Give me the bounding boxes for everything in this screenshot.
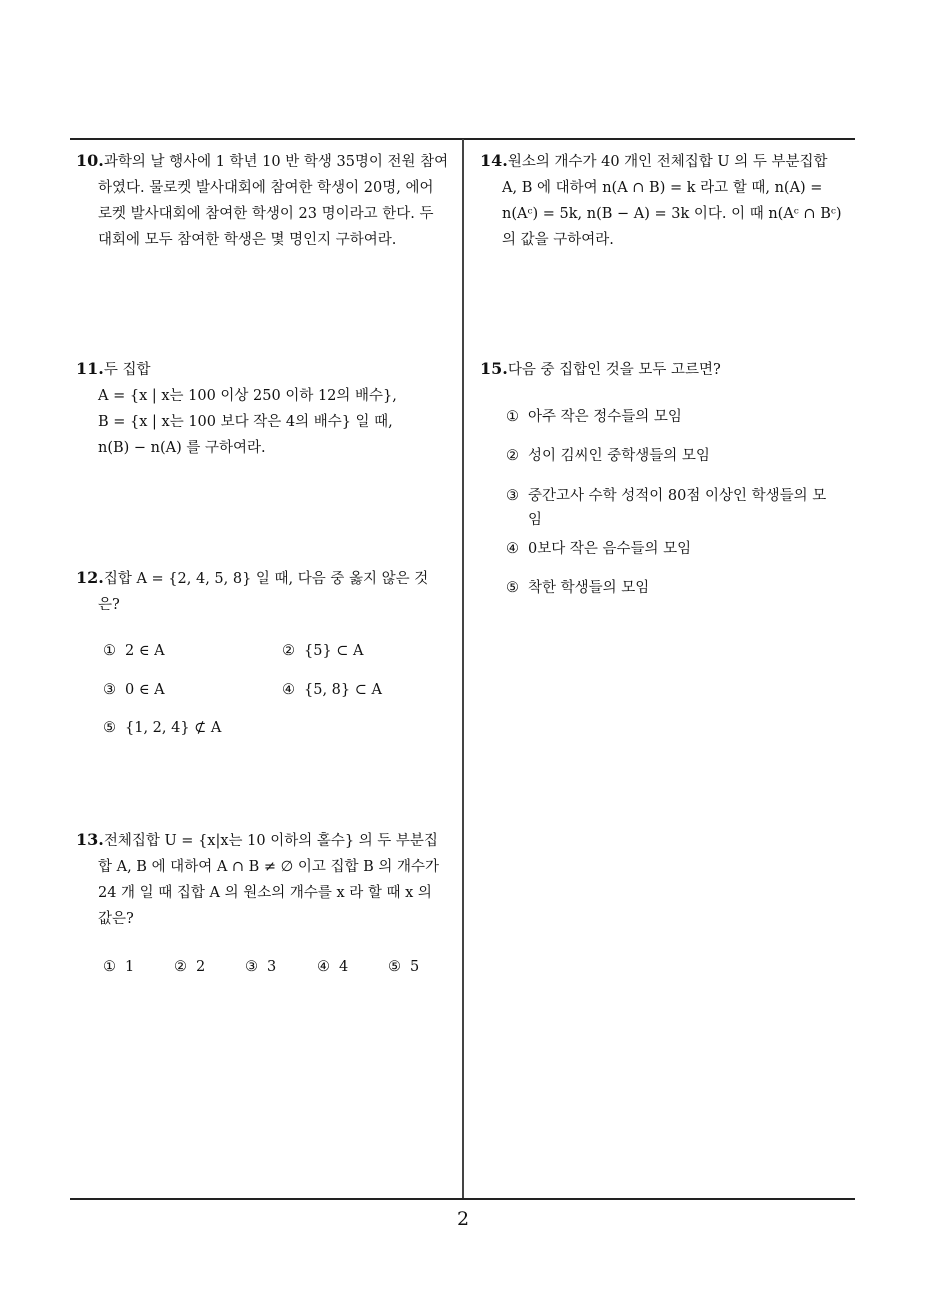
- column-divider: [462, 139, 464, 1199]
- choice-4[interactable]: [317, 956, 348, 978]
- choice-text: 착한 학생들의 모임: [528, 580, 650, 596]
- question-10: [76, 148, 448, 253]
- set-b-definition: B = {x | x는 100 보다 작은 4의 배수} 일 때,: [98, 414, 393, 430]
- choice-1[interactable]: [506, 406, 682, 428]
- choice-text-continued: 임: [528, 512, 543, 528]
- choice-text: 아주 작은 정수들의 모임: [528, 409, 682, 425]
- choice-text: 3: [267, 959, 277, 975]
- question-14: [480, 148, 842, 253]
- question-line: n(B) − n(A) 를 구하여라.: [98, 440, 266, 456]
- choice-text: 2 ∈ A: [125, 643, 165, 659]
- choice-mark: ③: [245, 959, 258, 975]
- question-line: 과학의 날 행사에 1 학년 10 반 학생 35명이 전원 참여: [103, 154, 449, 170]
- choice-mark: ④: [282, 682, 295, 698]
- question-line: 24 개 일 때 집합 A 의 원소의 개수를 x 라 할 때 x 의: [98, 885, 432, 901]
- set-a-definition: A = {x | x는 100 이상 250 이하 12의 배수},: [98, 388, 397, 404]
- choice-text: {1, 2, 4} ⊄ A: [125, 720, 222, 736]
- choice-3[interactable]: [103, 679, 165, 701]
- page-number: 2: [456, 1208, 470, 1230]
- choice-1[interactable]: [103, 956, 134, 978]
- question-line: 대회에 모두 참여한 학생은 몇 명인지 구하여라.: [98, 232, 397, 248]
- question-title: 다음 중 집합인 것을 모두 고르면?: [507, 362, 721, 378]
- choice-2[interactable]: [506, 445, 710, 467]
- choice-text: {5, 8} ⊂ A: [304, 682, 382, 698]
- question-line: 원소의 개수가 40 개인 전체집합 U 의 두 부분집합: [507, 154, 828, 170]
- choice-mark: ③: [103, 682, 116, 698]
- choice-mark: ⑤: [388, 959, 401, 975]
- choice-4[interactable]: [506, 538, 691, 560]
- choice-2[interactable]: [174, 956, 205, 978]
- question-15: [480, 356, 721, 383]
- choice-3[interactable]: [245, 956, 276, 978]
- choice-text: 5: [410, 959, 420, 975]
- choice-mark: ⑤: [103, 720, 116, 736]
- question-number: 10.: [76, 151, 104, 170]
- choice-text: 2: [196, 959, 206, 975]
- question-13: [76, 827, 439, 932]
- choice-text: 0 ∈ A: [125, 682, 165, 698]
- choice-mark: ①: [103, 643, 116, 659]
- choice-5[interactable]: [506, 577, 649, 599]
- choice-text: {5} ⊂ A: [304, 643, 364, 659]
- question-number: 12.: [76, 568, 104, 587]
- question-number: 14.: [480, 151, 508, 170]
- choice-mark: ③: [506, 488, 519, 504]
- choice-mark: ①: [103, 959, 116, 975]
- question-line: 값은?: [98, 911, 134, 927]
- question-line: 집합 A = {2, 4, 5, 8} 일 때, 다음 중 옳지 않은 것: [103, 571, 429, 587]
- question-number: 13.: [76, 830, 104, 849]
- question-line: 의 값을 구하여라.: [502, 232, 614, 248]
- question-title: 두 집합: [103, 362, 151, 378]
- choice-mark: ②: [506, 448, 519, 464]
- choice-5[interactable]: [388, 956, 419, 978]
- choice-mark: ①: [506, 409, 519, 425]
- choice-mark: ④: [506, 541, 519, 557]
- question-line: n(Aᶜ) = 5k, n(B − A) = 3k 이다. 이 때 n(Aᶜ ∩ Bᶜ): [502, 206, 842, 222]
- choice-5[interactable]: [103, 717, 221, 739]
- choice-4[interactable]: [282, 679, 382, 701]
- bottom-rule: [70, 1198, 855, 1200]
- question-line: 합 A, B 에 대하여 A ∩ B ≠ ∅ 이고 집합 B 의 개수가: [98, 859, 440, 875]
- choice-2[interactable]: [282, 640, 364, 662]
- question-number: 11.: [76, 359, 104, 378]
- question-line: 은?: [98, 597, 120, 613]
- choice-text: 4: [339, 959, 349, 975]
- choice-text: 성이 김씨인 중학생들의 모임: [528, 448, 710, 464]
- choice-3[interactable]: [506, 484, 826, 532]
- choice-mark: ②: [282, 643, 295, 659]
- question-line: A, B 에 대하여 n(A ∩ B) = k 라고 할 때, n(A) =: [502, 180, 823, 196]
- question-line: 하였다. 물로켓 발사대회에 참여한 학생이 20명, 에어: [98, 180, 434, 196]
- question-line: 전체집합 U = {x|x는 10 이하의 홀수} 의 두 부분집: [103, 833, 438, 849]
- choice-mark: ②: [174, 959, 187, 975]
- choice-text: 0보다 작은 음수들의 모임: [528, 541, 692, 557]
- choice-text: 1: [125, 959, 135, 975]
- choice-text: 중간고사 수학 성적이 80점 이상인 학생들의 모: [528, 488, 827, 504]
- question-line: 로켓 발사대회에 참여한 학생이 23 명이라고 한다. 두: [98, 206, 434, 222]
- choice-1[interactable]: [103, 640, 165, 662]
- question-number: 15.: [480, 359, 508, 378]
- question-12: [76, 565, 428, 618]
- choice-mark: ⑤: [506, 580, 519, 596]
- question-11: [76, 356, 397, 461]
- choice-mark: ④: [317, 959, 330, 975]
